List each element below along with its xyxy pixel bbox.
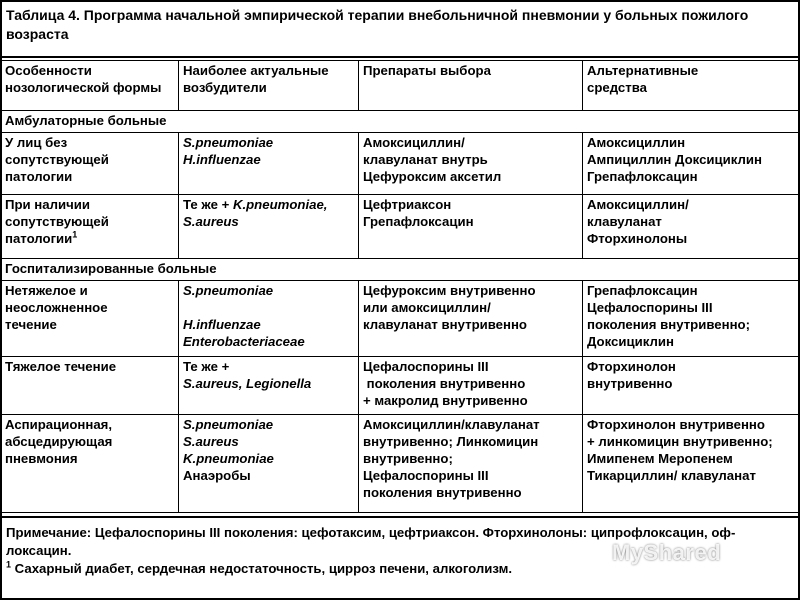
cell-text: S.pneumoniae: [183, 283, 274, 298]
cell-text: Тяжелое течение: [5, 359, 117, 374]
cell-text: Цефуроксим аксетил: [363, 169, 502, 184]
header-drugs-of-choice: [359, 61, 583, 111]
footnote-marker: 1: [72, 229, 78, 240]
therapy-table: [0, 60, 800, 513]
cell-text: [183, 299, 354, 316]
cell-text: внутривенно;: [363, 451, 453, 466]
cell-text: У лиц без: [5, 135, 68, 150]
section-label: Госпитализированные больные: [1, 259, 800, 281]
cell-text: патологии: [5, 231, 73, 246]
cell-alternatives: [583, 195, 800, 259]
table-row: [1, 357, 800, 415]
cell-text: Грепафлоксацин: [587, 169, 698, 184]
cell-text: Амоксициллин: [587, 135, 686, 150]
cell-text: внутривенно; Линкомицин: [363, 434, 539, 449]
cell-text: Цефтриаксон: [363, 197, 452, 212]
table-row: [1, 133, 800, 195]
cell-alternatives: [583, 281, 800, 357]
header-row: [1, 61, 800, 111]
cell-text: Нетяжелое и: [5, 283, 88, 298]
cell-text: сопутствующей: [5, 214, 109, 229]
section-row-hospitalized: [1, 259, 800, 281]
table-row: [1, 415, 800, 513]
cell-text: + линкомицин внутривенно;: [587, 434, 773, 449]
header-text: Альтернативные: [587, 63, 699, 78]
table-note: [0, 516, 800, 600]
cell-text: Анаэробы: [183, 468, 251, 483]
cell-text: или амоксициллин/: [363, 300, 491, 315]
cell-text: поколения внутривенно: [363, 376, 526, 391]
cell-text: H.influenzae: [183, 152, 261, 167]
cell-text: пневмония: [5, 451, 78, 466]
footnote-text: Сахарный диабет, сердечная недостаточность, цирроз печени, алкоголизм.: [11, 561, 512, 576]
note-text: Примечание: Цефалоспорины III поколения: цефотаксим, цефтриаксон. Фторхинолоны: ципрофлоксацин, оф-: [6, 525, 736, 540]
cell-pathogens: [179, 415, 359, 513]
cell-text: S.aureus, Legionella: [183, 376, 312, 391]
cell-text: + макролид внутривенно: [363, 393, 528, 408]
cell-pathogens: [179, 357, 359, 415]
cell-text: Те же +: [183, 359, 230, 374]
cell-text: Амоксициллин/: [363, 135, 465, 150]
cell-text: S.pneumoniae: [183, 135, 274, 150]
cell-text: Грепафлоксацин: [363, 214, 474, 229]
cell-text: Цефалоспорины III: [363, 468, 489, 483]
cell-text: Доксициклин: [587, 334, 674, 349]
header-text: возбудители: [183, 80, 267, 95]
cell-text: клавуланат внутривенно: [363, 317, 527, 332]
header-text: нозологической формы: [5, 80, 162, 95]
cell-text: неосложненное: [5, 300, 108, 315]
cell-text: клавуланат: [587, 214, 662, 229]
header-text: Особенности: [5, 63, 92, 78]
cell-alternatives: [583, 357, 800, 415]
header-alternatives: [583, 61, 800, 111]
footnote-marker: 1: [6, 559, 12, 570]
cell-pathogens: [179, 281, 359, 357]
cell-text: внутривенно: [587, 376, 673, 391]
cell-form: [1, 133, 179, 195]
watermark: MyShared: [612, 540, 722, 565]
section-row-outpatient: [1, 111, 800, 133]
cell-text: K.pneumoniae,: [232, 197, 328, 212]
cell-alternatives: [583, 133, 800, 195]
cell-text: Цефалоспорины III: [587, 300, 713, 315]
table-title: Таблица 4. Программа начальной эмпирической терапии внебольничной пневмонии у больных пожилого возраста: [0, 0, 800, 58]
cell-text: Тикарциллин/ клавуланат: [587, 468, 756, 483]
cell-text: абсцедирующая: [5, 434, 113, 449]
cell-text: Те же +: [183, 197, 233, 212]
section-label: Амбулаторные больные: [1, 111, 800, 133]
cell-form: [1, 281, 179, 357]
cell-drugs: [359, 281, 583, 357]
cell-text: Фторхинолоны: [587, 231, 688, 246]
table-row: [1, 281, 800, 357]
cell-drugs: [359, 357, 583, 415]
cell-form: [1, 415, 179, 513]
header-pathogens: [179, 61, 359, 111]
cell-pathogens: [179, 195, 359, 259]
cell-text: Цефуроксим внутривенно: [363, 283, 536, 298]
cell-alternatives: [583, 415, 800, 513]
header-nosological-form: [1, 61, 179, 111]
cell-text: Аспирационная,: [5, 417, 113, 432]
cell-text: течение: [5, 317, 57, 332]
cell-form: [1, 195, 179, 259]
cell-text: Грепафлоксацин: [587, 283, 698, 298]
cell-drugs: [359, 415, 583, 513]
cell-text: клавуланат внутрь: [363, 152, 488, 167]
cell-text: S.pneumoniae: [183, 417, 274, 432]
cell-form: [1, 357, 179, 415]
cell-text: Фторхинолон внутривенно: [587, 417, 765, 432]
cell-drugs: [359, 195, 583, 259]
cell-text: H.influenzae: [183, 317, 261, 332]
header-text: средства: [587, 80, 647, 95]
cell-text: поколения внутривенно;: [587, 317, 750, 332]
cell-drugs: [359, 133, 583, 195]
note-text: локсацин.: [6, 543, 72, 558]
cell-text: Амоксициллин/клавуланат: [363, 417, 540, 432]
cell-text: Имипенем Меропенем: [587, 451, 733, 466]
cell-text: Амоксициллин/: [587, 197, 689, 212]
cell-text: S.aureus: [183, 434, 239, 449]
cell-text: При наличии: [5, 197, 90, 212]
cell-text: Цефалоспорины III: [363, 359, 489, 374]
cell-pathogens: [179, 133, 359, 195]
cell-text: Ампициллин Доксициклин: [587, 152, 762, 167]
cell-text: Enterobacteriaceae: [183, 334, 305, 349]
cell-text: патологии: [5, 169, 73, 184]
table-row: [1, 195, 800, 259]
cell-text: сопутствующей: [5, 152, 109, 167]
header-text: Препараты выбора: [363, 63, 491, 78]
cell-text: Фторхинолон: [587, 359, 676, 374]
header-text: Наиболее актуальные: [183, 63, 329, 78]
cell-text: K.pneumoniae: [183, 451, 274, 466]
cell-text: поколения внутривенно: [363, 485, 522, 500]
cell-text: S.aureus: [183, 214, 239, 229]
